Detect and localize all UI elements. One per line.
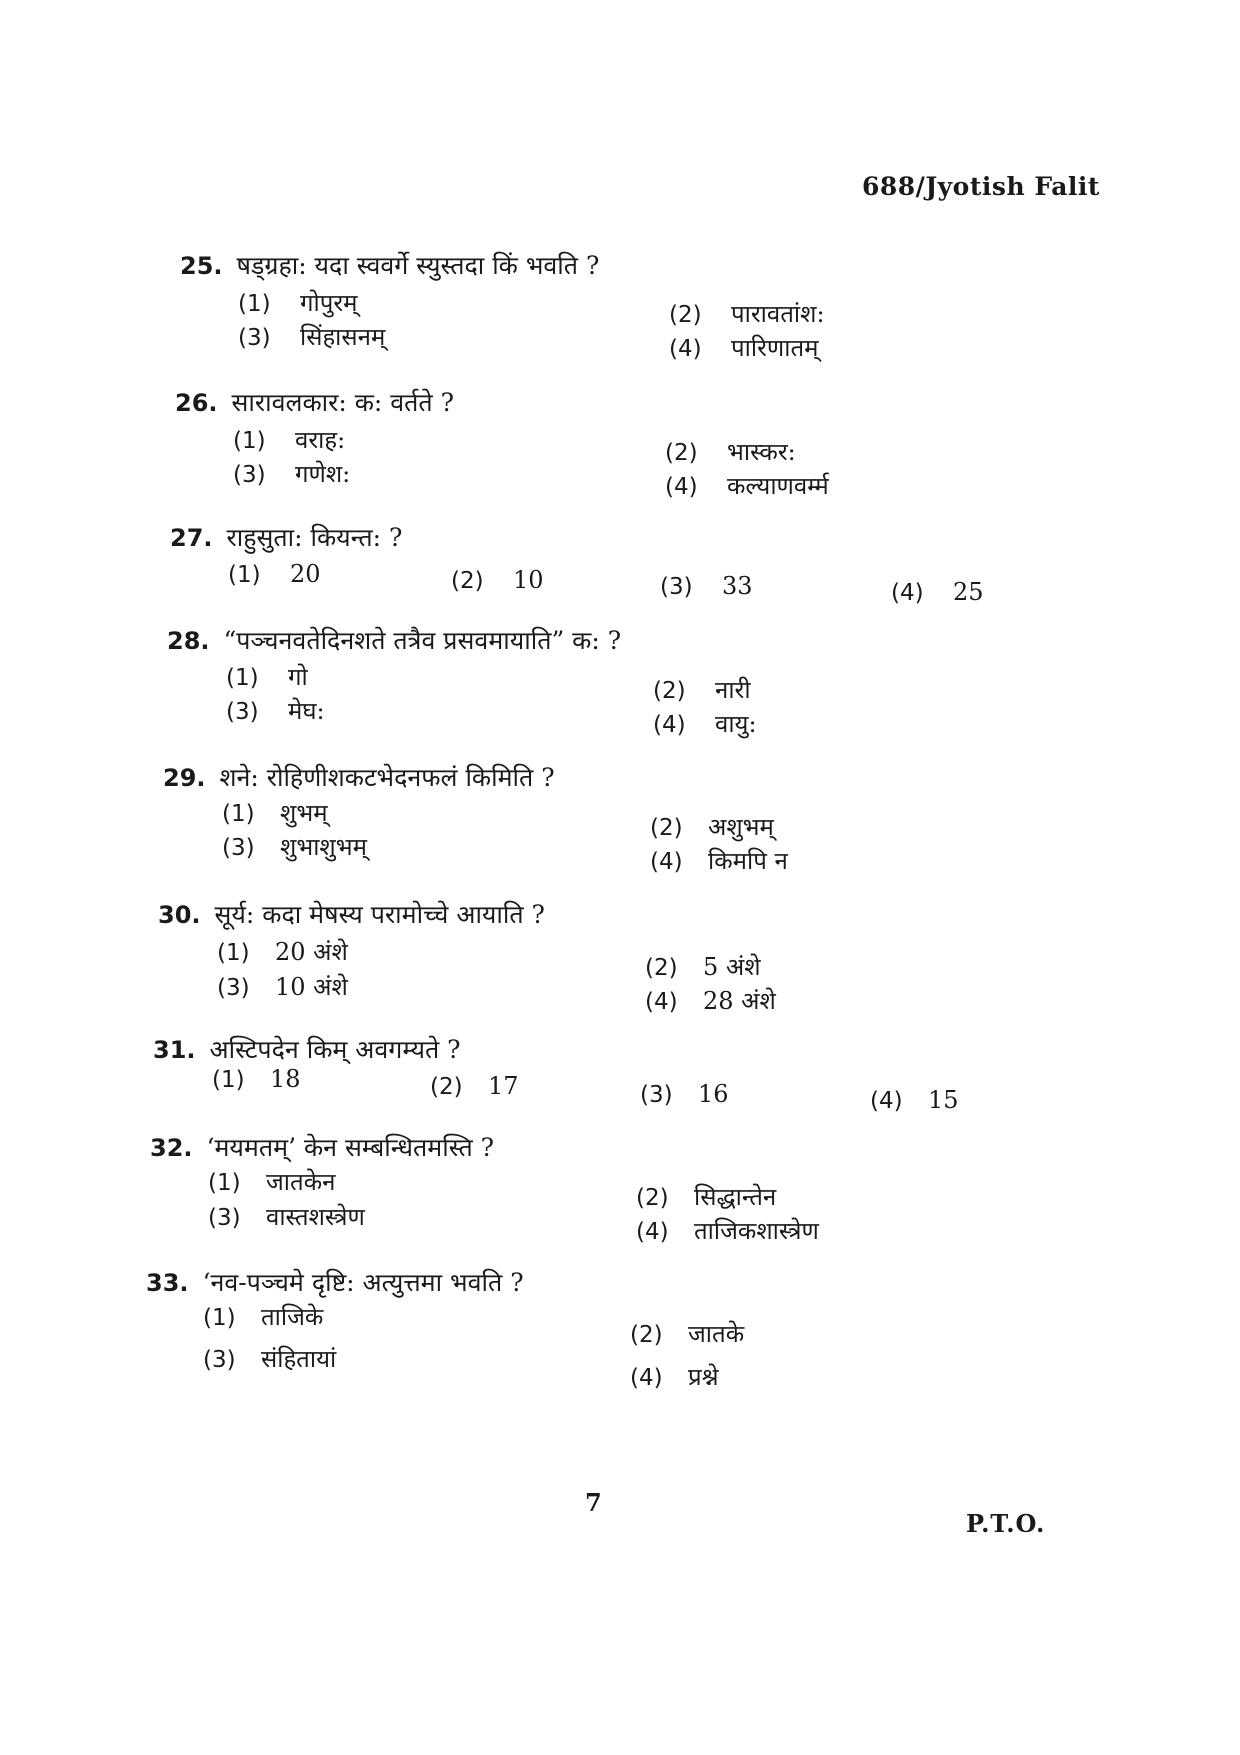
question-text: राहुसुता: कियन्त: ?	[226, 523, 403, 552]
question-text: ‘नव-पञ्चमे दृष्टि: अत्युत्तमा भवति ?	[202, 1268, 524, 1297]
paper-code: 688/Jyotish Falit	[862, 172, 1100, 201]
option-3[interactable]: (3) 16	[640, 1080, 729, 1108]
option-4[interactable]: (4) पारिणातम्	[669, 334, 819, 362]
question-number: 25.	[180, 252, 223, 280]
option-3[interactable]: (3) 33	[660, 572, 753, 600]
question-text: षड्ग्रहा: यदा स्ववर्गे स्युस्तदा किं भवति ?	[236, 251, 600, 280]
question-stem	[170, 520, 402, 554]
option-1[interactable]: (1) जातकेन	[208, 1168, 336, 1196]
option-2[interactable]: (2) सिद्धान्तेन	[636, 1183, 777, 1211]
question-stem	[167, 623, 621, 657]
question-stem	[150, 1130, 494, 1164]
option-4[interactable]: (4) किमपि न	[650, 847, 788, 875]
pto-label: P.T.O.	[966, 1509, 1046, 1538]
option-1[interactable]: (1) गोपुरम्	[238, 289, 358, 317]
option-4[interactable]: (4) 15	[870, 1086, 959, 1114]
question-number: 26.	[175, 389, 218, 417]
question-stem	[163, 760, 555, 794]
option-2[interactable]: (2) पारावतांश:	[669, 300, 825, 328]
option-1[interactable]: (1) 18	[212, 1065, 301, 1093]
question-text: ‘मयमतम्’ केन सम्बन्धितमस्ति ?	[206, 1133, 495, 1162]
question-stem	[146, 1265, 524, 1299]
option-2[interactable]: (2) जातके	[630, 1320, 745, 1348]
question-number: 33.	[146, 1269, 189, 1297]
question-text: “पञ्चनवतेदिनशते तत्रैव प्रसवमायाति” क: ?	[223, 626, 622, 655]
question-number: 30.	[158, 901, 201, 929]
option-4[interactable]: (4) ताजिकशास्त्रेण	[636, 1217, 819, 1245]
question-number: 29.	[163, 764, 206, 792]
option-3[interactable]: (3) वास्तशस्त्रेण	[208, 1203, 365, 1231]
question-number: 27.	[170, 524, 213, 552]
option-1[interactable]: (1) 20	[228, 560, 321, 588]
option-2[interactable]: (2) 5 अंशे	[645, 953, 761, 981]
question-number: 32.	[150, 1134, 193, 1162]
option-3[interactable]: (3) 10 अंशे	[217, 973, 348, 1001]
question-stem	[180, 248, 599, 282]
option-1[interactable]: (1) 20 अंशे	[217, 938, 348, 966]
option-4[interactable]: (4) कल्याणवर्म्म	[665, 472, 829, 500]
question-text: सारावलकार: क: वर्तते ?	[231, 388, 455, 417]
option-2[interactable]: (2) 17	[430, 1072, 519, 1100]
option-2[interactable]: (2) नारी	[653, 676, 751, 704]
option-1[interactable]: (1) वराह:	[233, 426, 346, 454]
question-stem	[175, 385, 454, 419]
option-4[interactable]: (4) 28 अंशे	[645, 987, 776, 1015]
option-3[interactable]: (3) संहितायां	[203, 1345, 337, 1373]
option-4[interactable]: (4) वायु:	[653, 710, 757, 738]
question-stem	[158, 897, 545, 931]
question-text: अस्टिपदेन किम् अवगम्यते ?	[209, 1035, 461, 1064]
page-number: 7	[585, 1488, 602, 1517]
question-number: 31.	[153, 1036, 196, 1064]
option-4[interactable]: (4) 25	[891, 578, 984, 606]
question-number: 28.	[167, 627, 210, 655]
question-text: सूर्य: कदा मेषस्य परामोच्चे आयाति ?	[214, 900, 545, 929]
option-1[interactable]: (1) गो	[226, 663, 308, 691]
question-stem	[153, 1032, 461, 1066]
option-3[interactable]: (3) सिंहासनम्	[238, 323, 386, 351]
question-text: शने: रोहिणीशकटभेदनफलं किमिति ?	[219, 763, 555, 792]
option-3[interactable]: (3) गणेश:	[233, 460, 351, 488]
option-2[interactable]: (2) 10	[451, 566, 544, 594]
option-3[interactable]: (3) शुभाशुभम्	[222, 833, 367, 861]
option-3[interactable]: (3) मेघ:	[226, 697, 325, 725]
option-1[interactable]: (1) शुभम्	[222, 799, 328, 827]
option-2[interactable]: (2) अशुभम्	[650, 813, 774, 841]
option-4[interactable]: (4) प्रश्ने	[630, 1363, 719, 1391]
option-1[interactable]: (1) ताजिके	[203, 1303, 324, 1331]
option-2[interactable]: (2) भास्कर:	[665, 438, 796, 466]
